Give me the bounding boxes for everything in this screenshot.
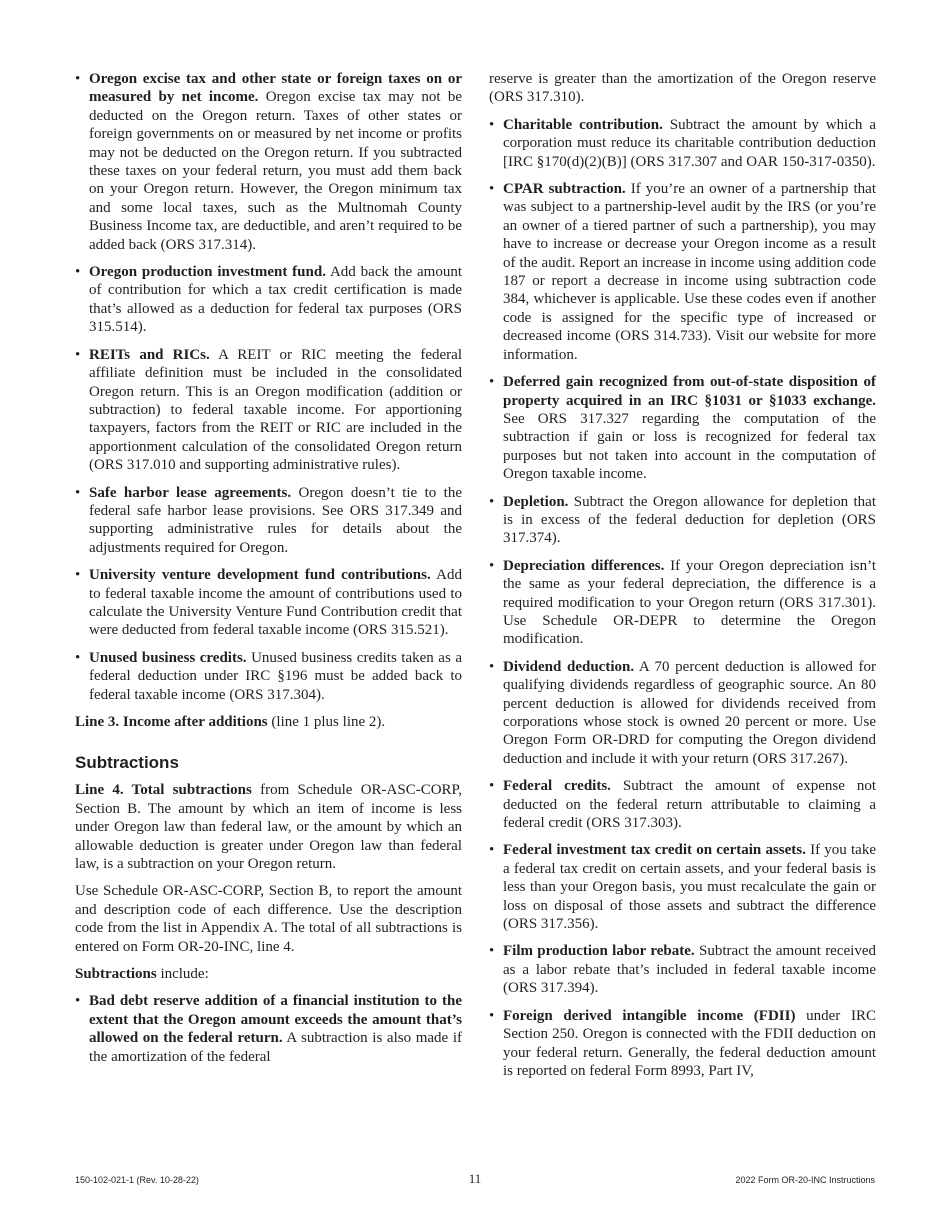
item-text: include: (156, 966, 209, 983)
bullet-item (489, 557, 876, 649)
item-heading: Federal investment tax credit on certain assets. (503, 842, 806, 859)
bullet-item (489, 180, 876, 364)
bullet-item (75, 484, 462, 558)
item-text: Unused business credits taken as a federal deduction under IRC §196 must be added back to federal taxable income (ORS 317.304). (89, 649, 462, 703)
item-heading: Oregon production investment fund. (89, 264, 326, 281)
item-text: A subtraction is also made if the amortization of the federal (89, 1030, 462, 1065)
item-text: If your Oregon depreciation isn’t the same as your federal depreciation, the difference is a required modification to your Oregon return (ORS 317.301). Use Schedule OR-DEPR to determine the Oregon modification. (503, 557, 877, 648)
item-text: If you take a federal tax credit on certain assets, and your federal basis is less than your Oregon basis, you must recalculate the gain or loss on disposal of those assets and subtract the difference (ORS 317.356). (503, 842, 876, 933)
item-text: A 70 percent deduction is allowed for qualifying dividends regardless of geographic source. An 80 percent deduction is allowed for dividends received from corporations whose stock is owned 20 percent or more. Use Oregon Form OR-DRD for computing the Oregon dividend deduction and include it with your return (ORS 317.267). (503, 658, 876, 767)
bullet-item (75, 263, 462, 337)
item-heading: Depletion. (503, 493, 569, 510)
item-text: (line 1 plus line 2). (267, 714, 386, 730)
item-heading: Film production labor rebate. (503, 943, 695, 960)
item-text: Oregon excise tax may not be deducted on the Oregon return. Taxes of other states or foreign governments on or measured by net income or profits may not be deducted on the Oregon return. If you subtracted these taxes on your federal return, you must add them back on your Oregon return. However, the Oregon minimum tax and some local taxes, such as the Multnomah County Business Income tax, are deductible, and aren’t required to be added back (ORS 317.314). (89, 89, 462, 253)
bullet-item (489, 116, 876, 171)
item-heading: Line 4. Total subtractions (75, 782, 252, 799)
bullet-item (489, 777, 876, 832)
paragraph (75, 781, 462, 873)
bullet-item (75, 992, 462, 1066)
item-text: Subtract the Oregon allowance for depletion that is in excess of the federal deduction for depletion (ORS 317.374). (503, 493, 876, 547)
item-heading: University venture development fund contributions. (89, 567, 431, 584)
continued-paragraph (489, 70, 876, 107)
item-heading: Charitable contribution. (503, 116, 663, 133)
bullet-item (75, 649, 462, 704)
item-heading: Deferred gain recognized from out-of-state disposition of property acquired in an IRC §1031 or §1033 exchange. (503, 374, 876, 409)
item-text: A REIT or RIC meeting the federal affiliate definition must be included in the consolidated Oregon return. This is an Oregon modification (addition or subtraction) to federal taxable income. For apportioning taxpayers, factors from the REIT or RIC are included in the apportionment calculation of the consolidated Oregon return (ORS 317.010 and supporting administrative rules). (89, 346, 462, 474)
paragraph (75, 713, 462, 731)
item-text: reserve is greater than the amortization of the Oregon reserve (ORS 317.310). (489, 71, 876, 106)
bullet-item (489, 1007, 876, 1081)
bullet-item (75, 346, 462, 475)
item-heading: Unused business credits. (89, 649, 247, 666)
item-heading: Oregon excise tax and other state or foreign taxes on or measured by net income. (89, 71, 462, 106)
item-heading: REITs and RICs. (89, 346, 210, 363)
footer-page-number: 11 (468, 1171, 482, 1186)
item-text: Use Schedule OR-ASC-CORP, Section B, to report the amount and description code of each difference. Use the description code from the list in Appendix A. The total of all subtractions is entered on Form OR-20-INC, line 4. (75, 883, 462, 955)
item-heading: Line 3. Income after additions (75, 714, 268, 730)
item-heading: CPAR subtraction. (503, 181, 626, 198)
item-text: Subtract the amount by which a corporation must reduce its charitable contribution deduction [IRC §170(d)(2)(B)] (ORS 317.307 and OAR 150-317-0350). (503, 116, 876, 170)
bullet-item (489, 373, 876, 483)
item-text: from Schedule OR-ASC-CORP, Section B. The amount by which an item of income is less under Oregon law than federal law, or the amount by which an allowable deduction is greater under Oregon law than federal law, is a subtraction on your Oregon return. (75, 782, 462, 873)
right-column (489, 70, 876, 1089)
item-text: Add to federal taxable income the amount of contributions used to calculate the University Venture Fund Contribution credit that were deducted from federal taxable income (ORS 315.521). (89, 567, 462, 639)
item-text: See ORS 317.327 regarding the computation of the subtraction if gain or loss is recognized for federal tax purposes but not taken into account in the computation of Oregon taxable income. (503, 410, 876, 483)
item-heading: Depreciation differences. (503, 557, 665, 574)
item-heading: Federal credits. (503, 778, 611, 795)
paragraph (75, 882, 462, 956)
bullet-item (489, 841, 876, 933)
paragraph (75, 965, 462, 983)
item-text: Add back the amount of contribution for which a tax credit certification is made that’s allowed as a deduction for federal tax purposes (ORS 315.514). (89, 264, 462, 336)
bullet-item (489, 658, 876, 768)
section-heading: Subtractions (75, 753, 179, 773)
bullet-item (75, 70, 462, 254)
bullet-item (75, 566, 462, 640)
bullet-item (489, 942, 876, 997)
footer-title: 2022 Form OR-20-INC Instructions (735, 1175, 875, 1185)
item-heading: Subtractions (75, 966, 157, 983)
footer-form-number: 150-102-021-1 (Rev. 10-28-22) (75, 1175, 199, 1185)
item-text: Subtract the amount received as a labor rebate that’s included in federal taxable income (ORS 317.394). (503, 943, 876, 997)
item-heading: Dividend deduction. (503, 658, 635, 675)
item-text: Oregon doesn’t tie to the federal safe harbor lease provisions. See ORS 317.349 and supporting administrative rules for details about the adjustments required for Oregon. (89, 484, 463, 556)
item-text: Subtract the amount of expense not deducted on the federal return attributable to claiming a federal credit (ORS 317.303). (503, 778, 876, 832)
item-heading: Foreign derived intangible income (FDII) (503, 1007, 796, 1024)
item-heading: Safe harbor lease agreements. (89, 484, 292, 501)
bullet-item (489, 493, 876, 548)
item-heading: Bad debt reserve addition of a financial institution to the extent that the Oregon amount exceeds the amount that’s allowed on the federal return. (89, 993, 462, 1047)
item-text: under IRC Section 250. Oregon is connected with the FDII deduction on your federal return. Generally, the federal deduction amount is reported on federal Form 8993, Part IV, (503, 1007, 876, 1079)
item-text: If you’re an owner of a partnership that was subject to a partnership-level audit by the IRS (or you’re an owner of a tiered partner of such a partnership), you may have to increase or decrease your Oregon income as a result of the audit. Report an increase in income using addition code 187 or report a decrease in income using subtraction code 384, whichever is applicable. Use these codes even if another code is assigned for the specific type of increased or decreased income (ORS 314.733). Visit our website for more information. (503, 181, 876, 363)
left-column (75, 70, 462, 1075)
